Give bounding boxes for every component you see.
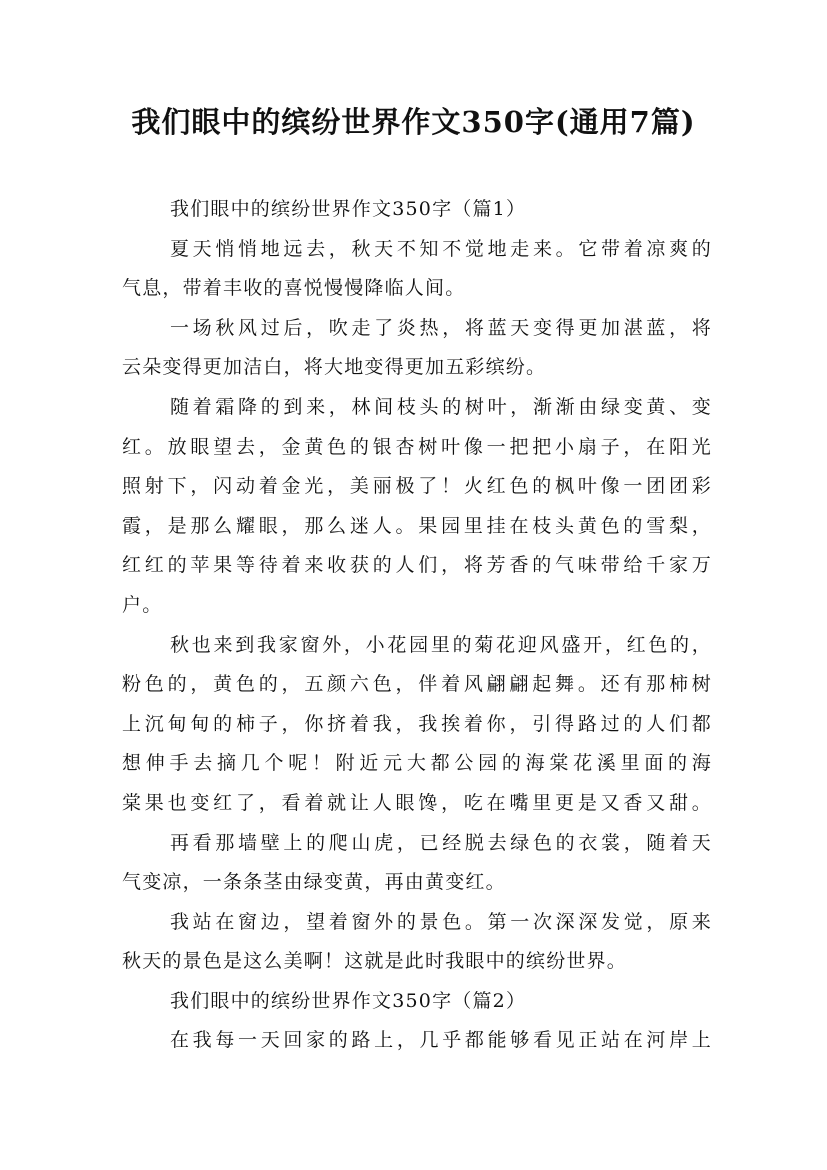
text-line: 户。 — [122, 593, 163, 616]
text-line: 上沉甸甸的柿子，你挤着我，我挨着你，引得路过的人们都 — [122, 712, 712, 735]
text-line: 再看那墙壁上的爬山虎，已经脱去绿色的衣裳，随着天 — [170, 831, 712, 854]
text-line: 气息，带着丰收的喜悦慢慢降临人间。 — [122, 277, 466, 300]
document-body — [122, 190, 712, 1061]
text-line: 霞，是那么耀眼，那么迷人。果园里挂在枝头黄色的雪梨， — [122, 514, 712, 537]
document-title: 我们眼中的缤纷世界作文350字(通用7篇) — [131, 105, 696, 139]
text-line: 红。放眼望去，金黄色的银杏树叶像一把把小扇子，在阳光 — [122, 435, 712, 458]
text-line: 一场秋风过后，吹走了炎热，将蓝天变得更加湛蓝，将 — [170, 316, 712, 339]
text-line: 棠果也变红了，看着就让人眼馋，吃在嘴里更是又香又甜。 — [122, 791, 712, 814]
text-line: 气变凉，一条条茎由绿变黄，再由黄变红。 — [122, 871, 506, 894]
text-line: 云朵变得更加洁白，将大地变得更加五彩缤纷。 — [122, 356, 547, 379]
text-line: 我站在窗边，望着窗外的景色。第一次深深发觉，原来 — [170, 910, 712, 933]
text-line: 秋也来到我家窗外，小花园里的菊花迎风盛开，红色的， — [170, 633, 712, 656]
text-line: 夏天悄悄地远去，秋天不知不觉地走来。它带着凉爽的 — [170, 237, 712, 260]
text-line: 我们眼中的缤纷世界作文350字（篇1） — [170, 198, 527, 220]
text-line: 在我每一天回家的路上，几乎都能够看见正站在河岸上 — [170, 1029, 712, 1052]
text-line: 想伸手去摘几个呢！附近元大都公园的海棠花溪里面的海 — [122, 752, 712, 775]
text-line: 随着霜降的到来，林间枝头的树叶，渐渐由绿变黄、变 — [170, 395, 712, 418]
text-line: 秋天的景色是这么美啊！这就是此时我眼中的缤纷世界。 — [122, 950, 628, 973]
text-line: 红红的苹果等待着来收获的人们，将芳香的气味带给千家万 — [122, 554, 712, 577]
text-line: 粉色的，黄色的，五颜六色，伴着风翩翩起舞。还有那柿树 — [122, 673, 712, 696]
text-line: 我们眼中的缤纷世界作文350字（篇2） — [170, 989, 527, 1012]
text-line: 照射下，闪动着金光，美丽极了！火红色的枫叶像一团团彩 — [122, 475, 712, 498]
